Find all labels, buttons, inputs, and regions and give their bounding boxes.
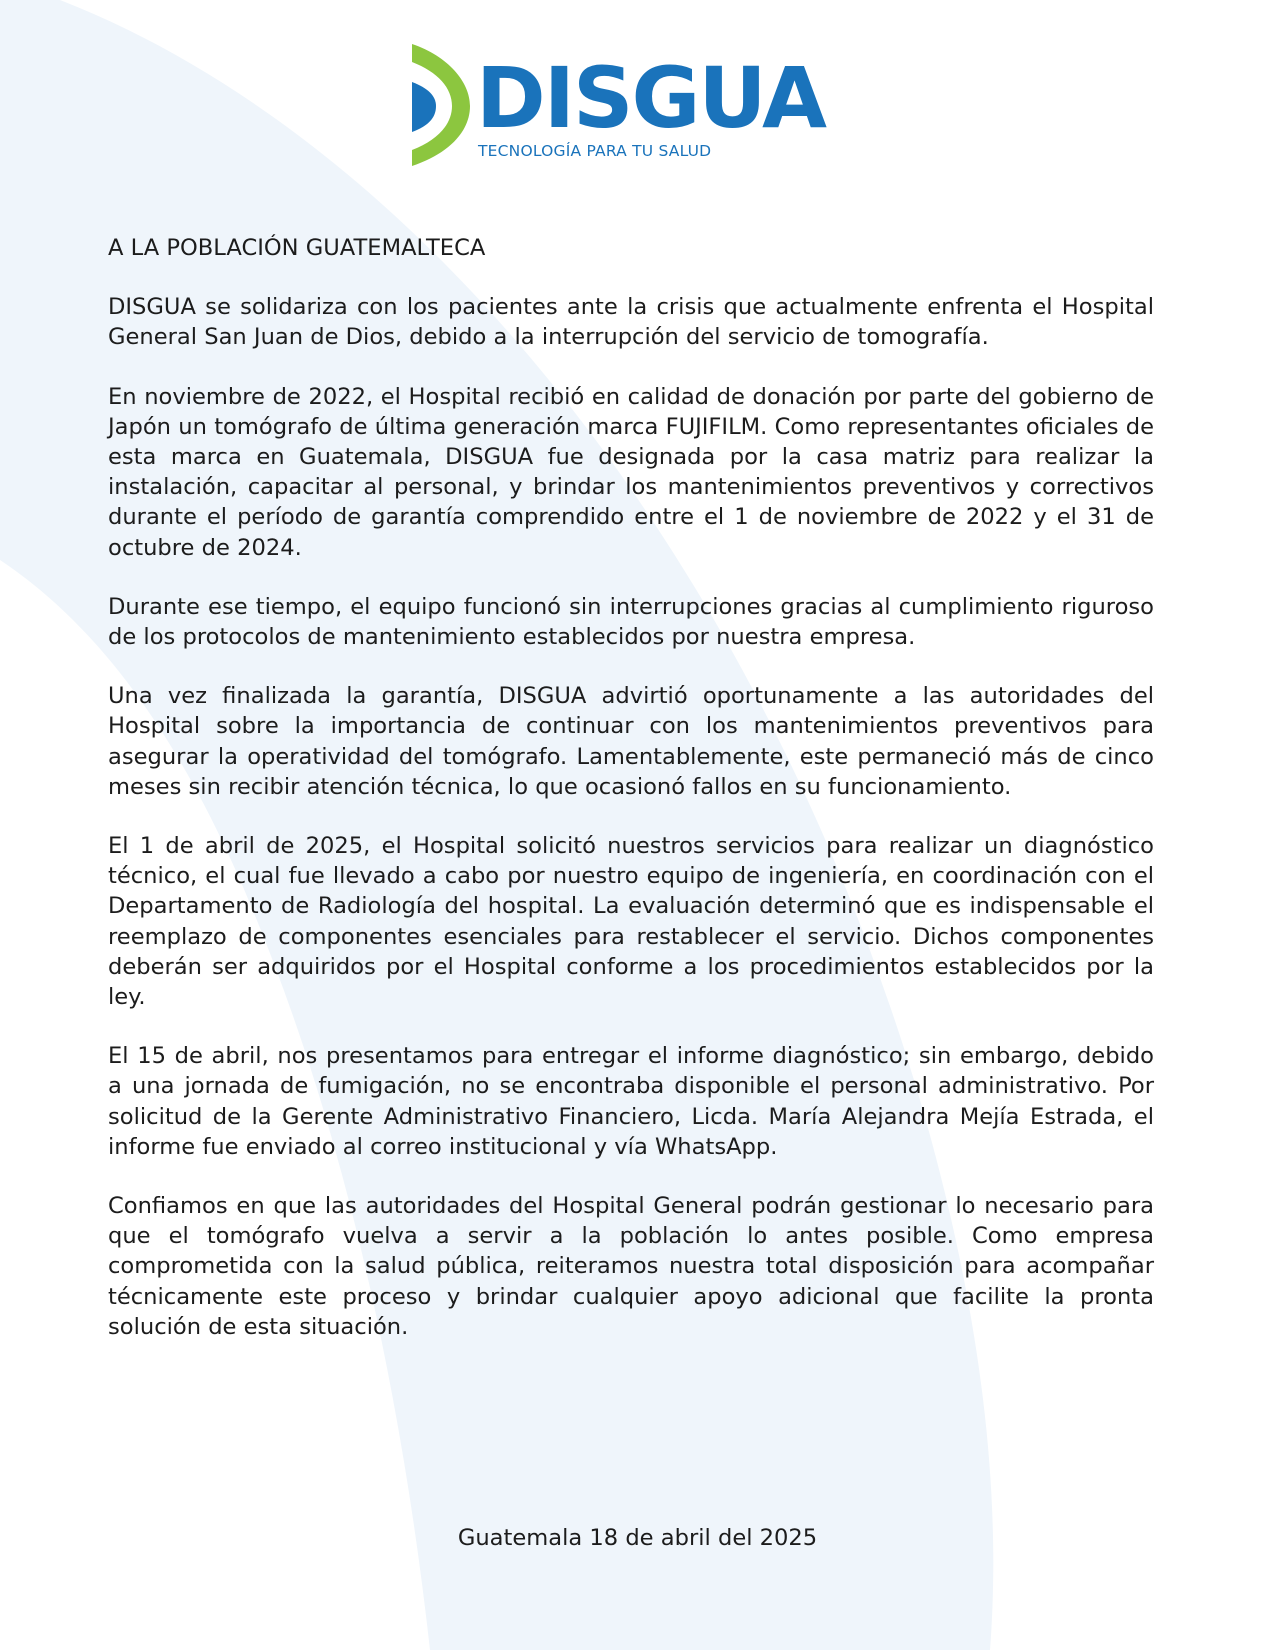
letter-heading: A LA POBLACIÓN GUATEMALTECA — [108, 235, 486, 261]
paragraph-solidarity: DISGUA se solidariza con los pacientes ante la crisis que actualmente enfrenta el Hospital General San Juan de Dios, debido a la interrupción del servicio de tomografía. — [108, 294, 1154, 351]
letter-body — [108, 233, 1154, 1371]
paragraph-diagnosis: El 1 de abril de 2025, el Hospital solicitó nuestros servicios para realizar un diagnóstico técnico, el cual fue llevado a cabo por nuestro equipo de ingeniería, en coordinación con el Departamento de Radiología del hospital. La evaluación determinó que es indispensable el reemplazo de componentes esenciales para restablecer el servicio. Dichos componentes deberán ser adquiridos por el Hospital conforme a los procedimientos establecidos por la ley. — [108, 833, 1154, 1011]
paragraph-report-delivery: El 15 de abril, nos presentamos para entregar el informe diagnóstico; sin embargo, debido a una jornada de fumigación, no se encontraba disponible el personal administrativo. Por solicitud de la Gerente Administrativo Financiero, Licda. María Alejandra Mejía Estrada, el informe fue enviado al correo institucional y vía WhatsApp. — [108, 1043, 1154, 1160]
logo-tagline: TECNOLOGÍA PARA TU SALUD — [478, 142, 712, 160]
paragraph-donation: En noviembre de 2022, el Hospital recibió en calidad de donación por parte del gobierno de Japón un tomógrafo de última generación marca FUJIFILM. Como representantes oficiales de esta marca en Guatemala, DISGUA fue designada por la casa matriz para realizar la instalación, capacitar al personal, y brindar los mantenimientos preventivos y correctivos durante el período de garantía comprendido entre el 1 de noviembre de 2022 y el 31 de octubre de 2024. — [108, 383, 1154, 561]
disgua-logo — [408, 42, 868, 167]
paragraph-operation: Durante ese tiempo, el equipo funcionó sin interrupciones gracias al cumplimiento riguroso de los protocolos de mantenimiento establecidos por nuestra empresa. — [108, 593, 1154, 651]
place-date: Guatemala 18 de abril del 2025 — [457, 1525, 818, 1551]
logo-wordmark: DISGUA — [476, 49, 826, 147]
logo-arc-icon — [408, 42, 478, 167]
paragraph-closing: Confiamos en que las autoridades del Hospital General podrán gestionar lo necesario para que el tomógrafo vuelva a servir a la población lo antes posible. Como empresa comprometida con la salud pública, reiteramos nuestra total disposición para acompañar técnicamente este proceso y brindar cualquier apoyo adicional que facilite la pronta solución de esta situación. — [108, 1193, 1154, 1340]
paragraph-warranty-end: Una vez finalizada la garantía, DISGUA advirtió oportunamente a las autoridades del Hospital sobre la importancia de continuar con los mantenimientos preventivos para asegurar la operatividad del tomógrafo. Lamentablemente, este permaneció más de cinco meses sin recibir atención técnica, lo que ocasionó fallos en su funcionamiento. — [108, 683, 1154, 800]
